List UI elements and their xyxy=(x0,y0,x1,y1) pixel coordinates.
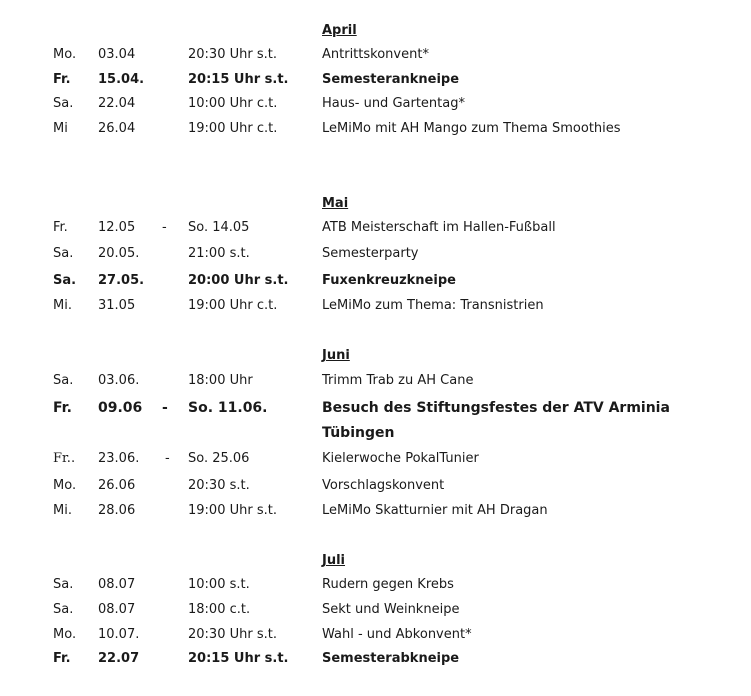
event-date: 09.06 xyxy=(98,400,143,416)
event-title: Sekt und Weinkneipe xyxy=(322,602,460,617)
event-date: 22.07 xyxy=(98,651,140,666)
date-range-dash: - xyxy=(165,451,170,466)
event-title: Semesterparty xyxy=(322,246,419,261)
event-row-highlighted xyxy=(0,400,751,420)
event-day: Sa. xyxy=(53,96,74,111)
event-day: Sa. xyxy=(53,246,74,261)
event-date: 03.04 xyxy=(98,47,136,62)
event-row xyxy=(0,373,751,393)
event-end-date: So. 25.06 xyxy=(188,451,250,466)
event-time: 18:00 Uhr xyxy=(188,373,253,388)
event-day: Mo. xyxy=(53,478,77,493)
event-date: 23.06. xyxy=(98,451,140,466)
event-row xyxy=(0,298,751,318)
event-time: 20:15 Uhr s.t. xyxy=(188,651,289,666)
event-title: Semesterabkneipe xyxy=(322,651,460,666)
event-time: 10:00 s.t. xyxy=(188,577,250,592)
event-time: 10:00 Uhr c.t. xyxy=(188,96,278,111)
event-day: Fr.. xyxy=(53,451,76,466)
event-time: 20:15 Uhr s.t. xyxy=(188,72,289,87)
event-date: 26.06 xyxy=(98,478,136,493)
event-title: LeMiMo Skatturnier mit AH Dragan xyxy=(322,503,548,518)
event-title: Kielerwoche PokalTunier xyxy=(322,451,479,466)
event-title: Rudern gegen Krebs xyxy=(322,577,454,592)
event-row xyxy=(0,478,751,498)
event-time: 18:00 c.t. xyxy=(188,602,251,617)
event-time: 20:00 Uhr s.t. xyxy=(188,273,289,288)
event-date: 27.05. xyxy=(98,273,145,288)
event-title: LeMiMo zum Thema: Transnistrien xyxy=(322,298,544,313)
event-day: Sa. xyxy=(53,602,74,617)
date-range-dash: - xyxy=(162,220,167,235)
event-day: Fr. xyxy=(53,220,68,235)
event-day: Mi xyxy=(53,121,68,136)
event-date: 12.05 xyxy=(98,220,136,235)
event-day: Sa. xyxy=(53,273,77,288)
event-title: Wahl - und Abkonvent* xyxy=(322,627,472,642)
event-date: 20.05. xyxy=(98,246,140,261)
event-end-date: So. 14.05 xyxy=(188,220,250,235)
date-range-dash: - xyxy=(162,400,168,416)
event-row xyxy=(0,220,751,240)
event-title: ATB Meisterschaft im Hallen-Fußball xyxy=(322,220,556,235)
event-day: Mi. xyxy=(53,298,72,313)
event-date: 08.07 xyxy=(98,577,136,592)
event-row xyxy=(0,96,751,116)
event-title: Besuch des Stiftungsfestes der ATV Arminia xyxy=(322,400,670,416)
event-day: Fr. xyxy=(53,651,71,666)
month-heading-april: April xyxy=(322,23,357,38)
event-day: Fr. xyxy=(53,400,72,416)
event-title: LeMiMo mit AH Mango zum Thema Smoothies xyxy=(322,121,621,136)
event-date: 03.06. xyxy=(98,373,140,388)
event-day: Mo. xyxy=(53,627,77,642)
event-title: Haus- und Gartentag* xyxy=(322,96,465,111)
event-time: 19:00 Uhr s.t. xyxy=(188,503,277,518)
event-day: Mi. xyxy=(53,503,72,518)
event-day: Sa. xyxy=(53,577,74,592)
event-date: 22.04 xyxy=(98,96,136,111)
event-time: 20:30 Uhr s.t. xyxy=(188,627,277,642)
event-day: Sa. xyxy=(53,373,74,388)
event-row xyxy=(0,602,751,622)
event-time: 20:30 Uhr s.t. xyxy=(188,47,277,62)
event-day: Mo. xyxy=(53,47,77,62)
event-date: 28.06 xyxy=(98,503,136,518)
event-row xyxy=(0,47,751,67)
event-time: 20:30 s.t. xyxy=(188,478,250,493)
event-time: 19:00 Uhr c.t. xyxy=(188,121,278,136)
event-date: 26.04 xyxy=(98,121,136,136)
event-date: 15.04. xyxy=(98,72,145,87)
event-row xyxy=(0,503,751,523)
event-title: Vorschlagskonvent xyxy=(322,478,445,493)
event-time: 19:00 Uhr c.t. xyxy=(188,298,278,313)
event-title-continuation: Tübingen xyxy=(322,425,395,441)
event-title: Fuxenkreuzkneipe xyxy=(322,273,456,288)
event-title: Antrittskonvent* xyxy=(322,47,429,62)
event-row xyxy=(0,627,751,647)
event-title: Trimm Trab zu AH Cane xyxy=(322,373,474,388)
event-row-highlighted xyxy=(0,651,751,671)
event-end-date: So. 11.06. xyxy=(188,400,268,416)
month-heading-juli: Juli xyxy=(322,553,346,568)
month-heading-juni: Juni xyxy=(322,348,350,363)
event-row xyxy=(0,121,751,141)
event-row-highlighted xyxy=(0,273,751,293)
event-title: Semesterankneipe xyxy=(322,72,460,87)
event-date: 08.07 xyxy=(98,602,136,617)
event-row xyxy=(0,451,751,471)
event-row xyxy=(0,577,751,597)
month-heading-mai: Mai xyxy=(322,196,349,211)
event-row-highlighted xyxy=(0,72,751,92)
event-date: 31.05 xyxy=(98,298,136,313)
event-day: Fr. xyxy=(53,72,71,87)
event-row xyxy=(0,246,751,266)
event-date: 10.07. xyxy=(98,627,140,642)
event-time: 21:00 s.t. xyxy=(188,246,250,261)
